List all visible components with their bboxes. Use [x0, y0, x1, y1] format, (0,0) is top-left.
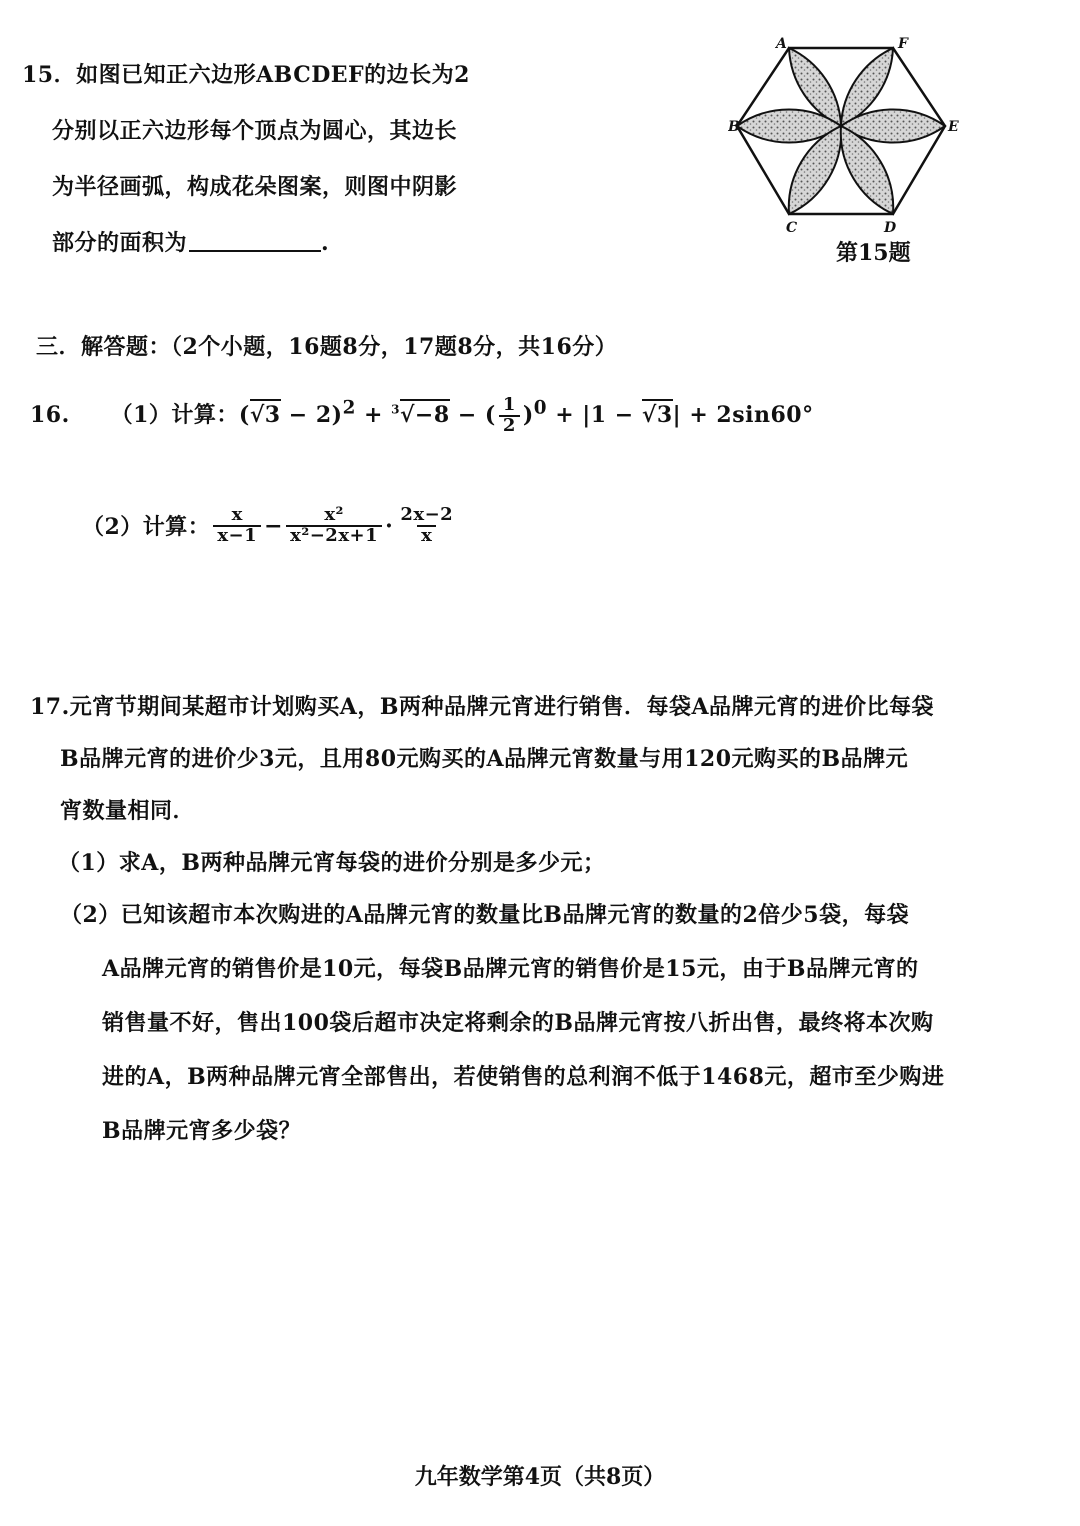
f1-den: x−1 — [213, 525, 261, 546]
q17-part2-line3: 销售量不好，售出100袋后超市决定将剩余的B品牌元宵按八折出售，最终将本次购 — [102, 1010, 934, 1036]
q17-part2-line2: A品牌元宵的销售价是10元，每袋B品牌元宵的销售价是15元，由于B品牌元宵的 — [102, 956, 919, 982]
sqrt-3: √3 — [250, 399, 281, 428]
q17-part1: （1）求A，B两种品牌元宵每袋的进价分别是多少元； — [58, 850, 606, 876]
expr-minus-paren: − ( — [449, 401, 496, 428]
fraction-1 — [213, 506, 261, 546]
fraction-2 — [286, 506, 382, 546]
expr-open: ( — [238, 401, 250, 428]
q17-line1: 17.元宵节期间某超市计划购买A，B两种品牌元宵进行销售．每袋A品牌元宵的进价比每袋 — [30, 694, 935, 720]
fraction-half — [499, 396, 520, 436]
figure-caption: 第15题 — [836, 240, 911, 266]
f1-num: x — [231, 504, 243, 525]
q15-line2: 分别以正六边形每个顶点为圆心，其边长 — [52, 118, 458, 144]
q16-part2-label: （2）计算： — [82, 514, 211, 541]
q16-part1 — [30, 396, 814, 436]
shaded-petals — [737, 48, 945, 214]
label-b: B — [728, 119, 740, 135]
expr-close: ) — [522, 401, 534, 428]
f3-den: x — [417, 525, 436, 546]
label-a: A — [776, 36, 787, 52]
op-minus: − — [264, 512, 284, 539]
q16-number: 16. — [30, 401, 70, 428]
q15-line1: 15．如图已知正六边形ABCDEF的边长为2 — [22, 62, 470, 88]
page-footer: 九年数学第4页（共8页） — [414, 1464, 666, 1490]
sqrt-3b: √3 — [642, 399, 673, 428]
op-dot: · — [385, 512, 394, 539]
q16-part2 — [82, 506, 460, 546]
q15-line4-end: . — [321, 230, 330, 256]
cube-root-neg8: √−8 — [400, 399, 450, 428]
q17-line3: 宵数量相同． — [60, 798, 196, 824]
section-3-title: 三．解答题：（2个小题，16题8分，17题8分，共16分） — [36, 334, 618, 360]
half-den: 2 — [499, 415, 520, 436]
q17-part2-line1: （2）已知该超市本次购进的A品牌元宵的数量比B品牌元宵的数量的2倍少5袋，每袋 — [60, 902, 910, 928]
expr-tail: | + 2sin60° — [672, 401, 814, 428]
f2-num: x² — [324, 504, 344, 525]
expr-abs-open: + |1 − — [547, 401, 642, 428]
q17-part2-line5: B品牌元宵多少袋？ — [102, 1118, 302, 1144]
q15-line3: 为半径画弧，构成花朵图案，则图中阴影 — [52, 174, 458, 200]
answer-blank[interactable] — [189, 230, 321, 252]
q17-part2-line4: 进的A，B两种品牌元宵全部售出，若使销售的总利润不低于1468元，超市至少购进 — [102, 1064, 945, 1090]
half-num: 1 — [502, 394, 516, 415]
label-d: D — [884, 220, 897, 236]
q17-line2: B品牌元宵的进价少3元，且用80元购买的A品牌元宵数量与用120元购买的B品牌元 — [60, 746, 909, 772]
cube-root-index: 3 — [391, 402, 400, 417]
fraction-3 — [396, 506, 457, 546]
label-f: F — [898, 36, 908, 52]
q16-part1-label: （1）计算： — [110, 401, 239, 428]
f2-den: x²−2x+1 — [286, 525, 382, 546]
expr-minus-2: − 2) — [280, 401, 343, 428]
f3-num: 2x−2 — [400, 504, 454, 525]
label-e: E — [948, 119, 959, 135]
q15-line4-text: 部分的面积为 — [52, 230, 188, 256]
hexagon-flower-figure — [728, 36, 968, 256]
expr-plus: + — [355, 401, 392, 428]
exp-2: 2 — [342, 397, 356, 419]
exp-0: 0 — [533, 397, 548, 419]
q15-line4 — [52, 226, 329, 257]
label-c: C — [786, 220, 798, 236]
